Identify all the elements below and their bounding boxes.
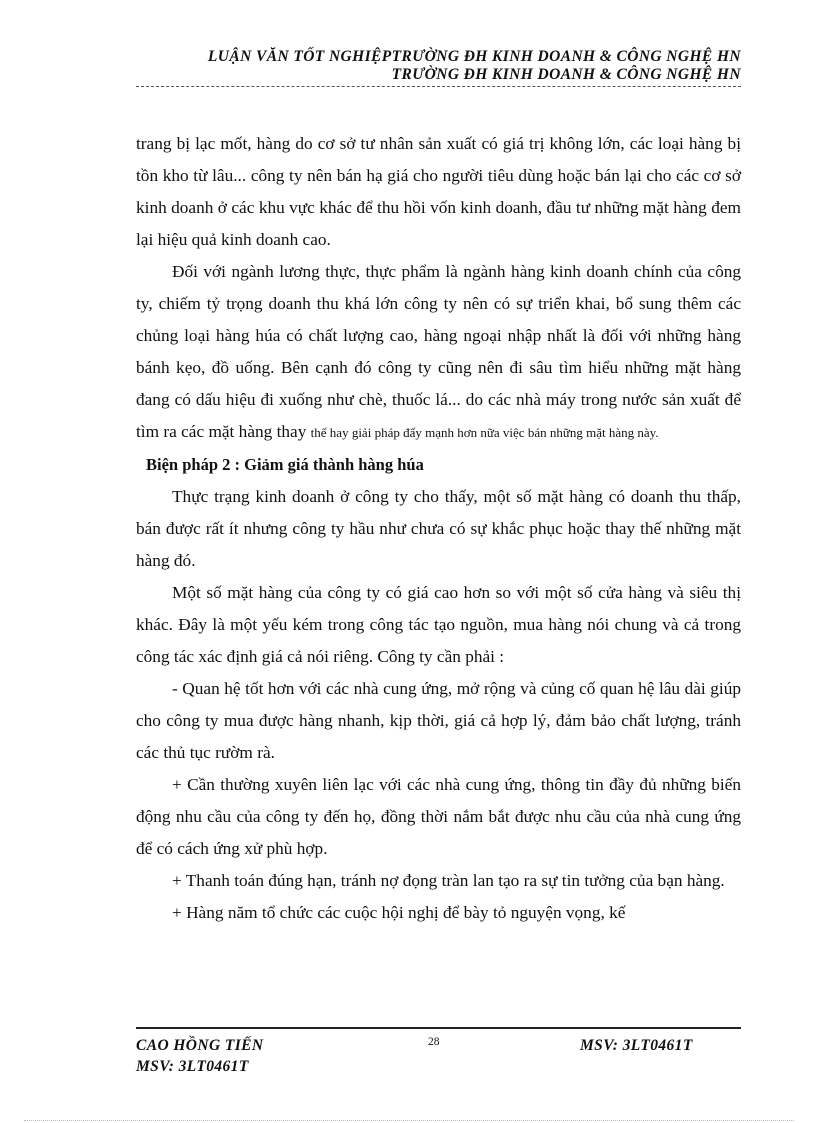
header-title-line-2: TRƯỜNG ĐH KINH DOANH & CÔNG NGHỆ HN	[391, 66, 741, 83]
footer-student-id-repeat: MSV: 3LT0461T	[136, 1058, 249, 1075]
paragraph-6: + Cần thường xuyên liên lạc với các nhà cung ứng, thông tin đầy đủ những biến động nhu cầu của công ty đến họ, đồng thời nắm bắt được nhu cầu của nhà cung ứng để có cách ứng xử phù hợp.	[136, 775, 741, 858]
page-number: 28	[428, 1036, 440, 1048]
paragraph-2-main: Đối với ngành lương thực, thực phẩm là ngành hàng kinh doanh chính của công ty, chiếm tỷ trọng doanh thu khá lớn công ty nên có sự triển khai, bổ sung thêm các chủng loại hàng húa có chất lượng cao, hàng ngoại nhập nhất là đối với những hàng bánh kẹo, đồ uống. Bên cạnh đó công ty cũng nên đi sâu tìm hiểu những mặt hàng đang có dấu hiệu đi xuống như chè, thuốc lá... do các nhà máy trong nước sản xuất để tìm ra các mặt hàng thay	[136, 262, 741, 441]
header-divider	[136, 86, 741, 87]
page-header	[136, 48, 741, 84]
section-heading: Biện pháp 2 : Giảm giá thành hàng húa	[146, 455, 424, 474]
paragraph-2-small: thế hay giải pháp đẩy mạnh hơn nữa việc bán những mặt hàng này.	[310, 425, 659, 440]
footer-author: CAO HỒNG TIẾN	[136, 1037, 264, 1054]
document-body	[136, 128, 741, 929]
paragraph-1: trang bị lạc mốt, hàng do cơ sở tư nhân sản xuất có giá trị không lớn, các loại hàng bị tồn kho từ lâu... công ty nên bán hạ giá cho người tiêu dùng hoặc bán lại cho các cơ sở kinh doanh ở các khu vực khác để thu hồi vốn kinh doanh, đầu tư những mặt hàng đem lại hiệu quả kinh doanh cao.	[136, 134, 741, 249]
paragraph-5: - Quan hệ tốt hơn với các nhà cung ứng, mở rộng và củng cố quan hệ lâu dài giúp cho công ty mua được hàng nhanh, kịp thời, giá cả hợp lý, đảm bảo chất lượng, tránh các thủ tục rườm rà.	[136, 679, 741, 762]
paragraph-8: + Hàng năm tổ chức các cuộc hội nghị để bày tỏ nguyện vọng, kế	[172, 903, 626, 922]
paragraph-7: + Thanh toán đúng hạn, tránh nợ đọng tràn lan tạo ra sự tin tưởng của bạn hàng.	[172, 871, 725, 890]
header-title-line-1: LUẬN VĂN TỐT NGHIỆPTRƯỜNG ĐH KINH DOANH & CÔNG NGHỆ HN	[207, 48, 741, 65]
footer-student-id: MSV: 3LT0461T	[580, 1037, 693, 1054]
paragraph-2	[136, 256, 741, 449]
page-bottom-divider	[24, 1120, 794, 1121]
paragraph-4: Một số mặt hàng của công ty có giá cao hơn so với một số cửa hàng và siêu thị khác. Đây là một yếu kém trong công tác tạo nguồn, mua hàng nói chung và cả trong công tác xác định giá cả nói riêng. Công ty cần phải :	[136, 583, 741, 666]
paragraph-3: Thực trạng kinh doanh ở công ty cho thấy, một số mặt hàng có doanh thu thấp, bán được rất ít nhưng công ty hầu như chưa có sự khắc phục hoặc thay thế những mặt hàng đó.	[136, 487, 741, 570]
footer-divider	[136, 1027, 741, 1029]
